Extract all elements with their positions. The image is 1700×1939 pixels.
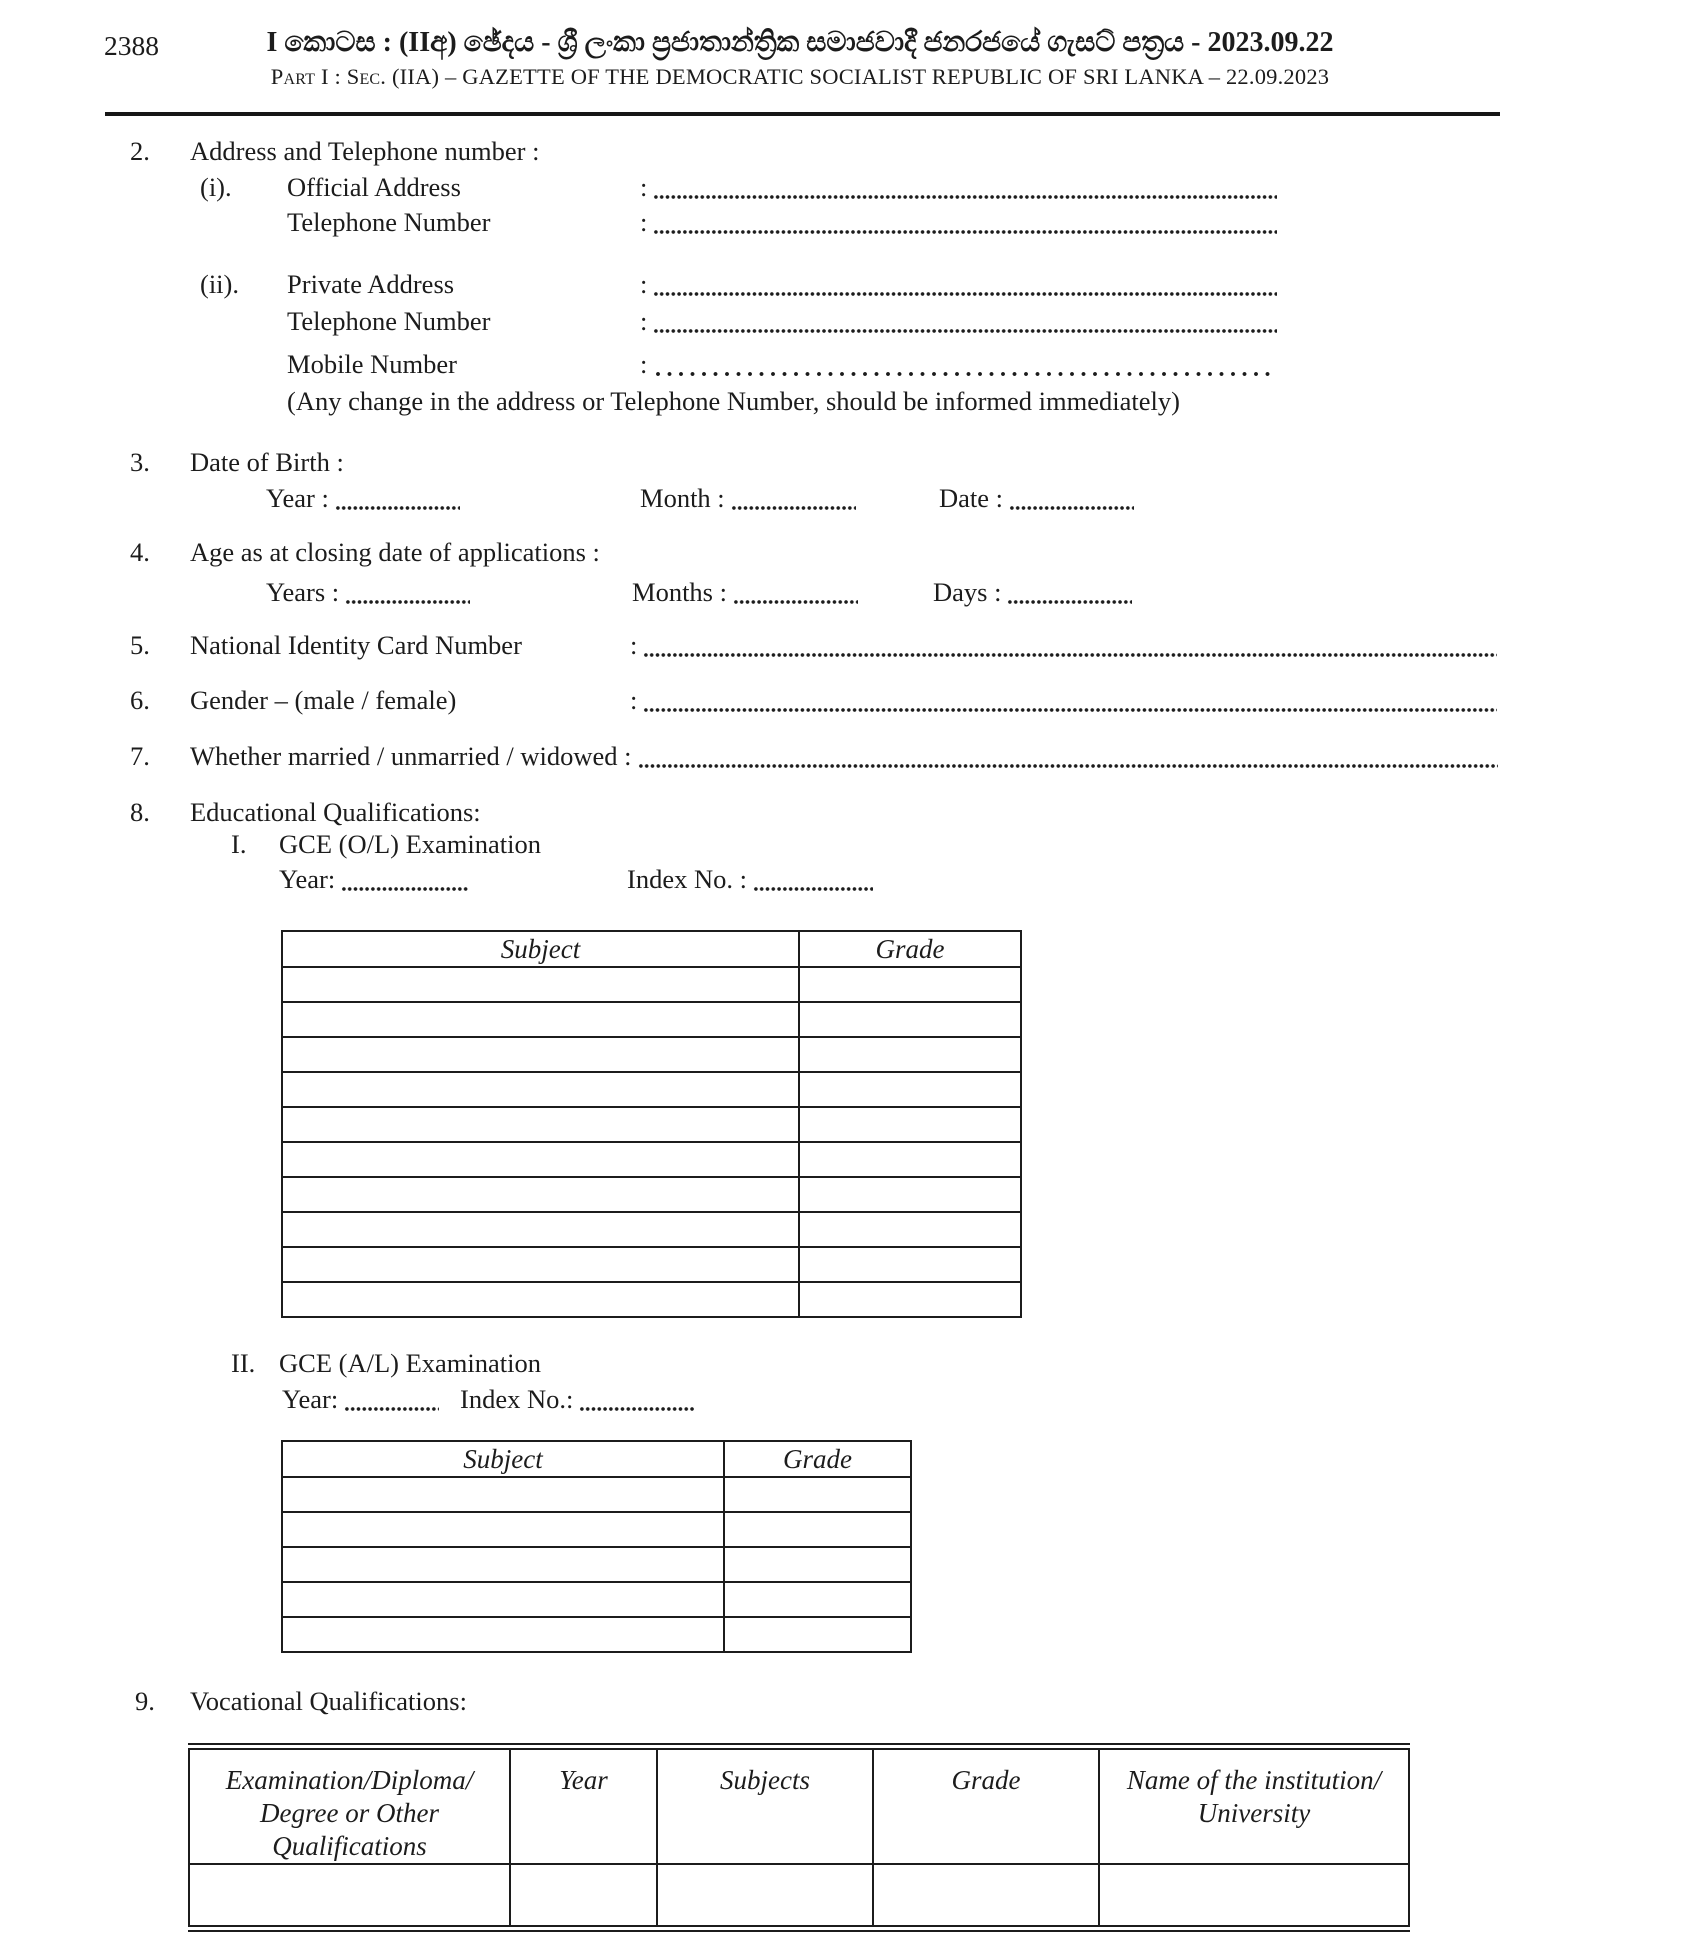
item-6-number: 6. <box>130 685 150 715</box>
empty-table-cell <box>282 1107 799 1142</box>
vocational-institution-column-header: Name of the institution/ University <box>1099 1747 1409 1865</box>
age-months-fill-line <box>733 587 858 607</box>
empty-table-row <box>189 1864 1409 1928</box>
empty-table-cell <box>282 1002 799 1037</box>
empty-table-cell <box>799 1002 1021 1037</box>
nic-label: National Identity Card Number <box>190 630 522 660</box>
age-years-fill-line <box>345 587 470 607</box>
empty-table-row <box>282 1477 911 1512</box>
private-telephone-row <box>287 306 1277 336</box>
ol-exam-numeral: I. <box>231 829 247 859</box>
official-telephone-fill-line <box>653 217 1277 237</box>
al-subject-column-header: Subject <box>282 1441 724 1477</box>
empty-table-cell <box>282 1547 724 1582</box>
official-address-fill-line <box>653 182 1277 202</box>
item-4-heading <box>130 537 600 567</box>
mobile-number-colon: : <box>640 349 648 379</box>
ol-index-label: Index No. : <box>627 864 747 894</box>
empty-table-cell <box>282 1282 799 1317</box>
empty-table-cell <box>1099 1864 1409 1928</box>
nic-colon: : <box>630 630 638 660</box>
mobile-number-label: Mobile Number <box>287 349 458 379</box>
vocational-qualification-column-header: Examination/Diploma/ Degree or Other Qualifications <box>189 1747 510 1865</box>
mobile-number-fill-line <box>653 359 1277 379</box>
empty-table-cell <box>799 1037 1021 1072</box>
ol-grade-column-header: Grade <box>799 931 1021 967</box>
page-number: 2388 <box>104 30 159 61</box>
age-years-label: Years : <box>266 577 340 607</box>
vocational-table <box>188 1743 1410 1932</box>
empty-table-row <box>282 1107 1021 1142</box>
dob-date-field <box>939 483 1134 513</box>
dob-date-fill-line <box>1009 493 1134 513</box>
gazette-title-rest: – GAZETTE OF THE DEMOCRATIC SOCIALIST REPUBLIC OF SRI LANKA – 22.09.2023 <box>439 64 1330 89</box>
al-year-field <box>282 1384 439 1414</box>
item-7-number: 7. <box>130 741 150 771</box>
header-rule <box>105 112 1500 116</box>
empty-table-row <box>282 1177 1021 1212</box>
dob-year-field <box>266 483 460 513</box>
empty-table-cell <box>282 1617 724 1652</box>
item-4-title: Age as at closing date of applications : <box>190 537 600 567</box>
age-days-label: Days : <box>933 577 1002 607</box>
al-results-table <box>281 1440 912 1653</box>
gazette-sinhala-title: I කොටස : (IIඅ) ඡේදය - ශ්‍රී ලංකා ප්‍රජාතාන්ත්‍රික සමාජවාදී ජනරජයේ ගැසට් පත්‍රය - 2023.09.22 <box>266 27 1334 58</box>
empty-table-row <box>282 1142 1021 1177</box>
empty-table-row <box>282 1037 1021 1072</box>
empty-table-cell <box>724 1617 911 1652</box>
ol-results-table <box>281 930 1022 1318</box>
ol-exam-title: GCE (O/L) Examination <box>279 829 541 859</box>
private-address-colon: : <box>640 269 648 299</box>
age-days-fill-line <box>1007 587 1132 607</box>
age-months-label: Months : <box>632 577 727 607</box>
empty-table-cell <box>799 1212 1021 1247</box>
private-telephone-label: Telephone Number <box>287 306 491 336</box>
empty-table-cell <box>282 1177 799 1212</box>
empty-table-row <box>282 1002 1021 1037</box>
age-years-field <box>266 577 470 607</box>
vocational-grade-column-header: Grade <box>873 1747 1099 1865</box>
official-address-row <box>200 172 1277 202</box>
ol-exam-heading <box>231 829 541 859</box>
empty-table-cell <box>724 1582 911 1617</box>
empty-table-cell <box>724 1512 911 1547</box>
item-8-title: Educational Qualifications: <box>190 797 481 827</box>
item-8-heading <box>130 797 481 827</box>
empty-table-cell <box>799 1247 1021 1282</box>
empty-table-cell <box>510 1864 657 1928</box>
empty-table-cell <box>189 1864 510 1928</box>
empty-table-cell <box>799 967 1021 1002</box>
empty-table-cell <box>282 1072 799 1107</box>
gazette-part-section: Part I : Sec. (IIA) <box>270 64 440 89</box>
vocational-subjects-column-header: Subjects <box>657 1747 873 1865</box>
empty-table-cell <box>799 1177 1021 1212</box>
empty-table-row <box>282 1247 1021 1282</box>
empty-table-cell <box>799 1107 1021 1142</box>
item-3-title: Date of Birth : <box>190 447 344 477</box>
empty-table-cell <box>724 1547 911 1582</box>
ol-table-header-row <box>282 931 1021 967</box>
empty-table-row <box>282 1617 911 1652</box>
empty-table-cell <box>799 1072 1021 1107</box>
al-exam-heading <box>231 1348 541 1378</box>
vocational-year-column-header: Year <box>510 1747 657 1865</box>
empty-table-row <box>282 1547 911 1582</box>
item-2-heading <box>130 136 539 166</box>
gazette-english-title <box>100 63 1500 91</box>
ol-year-fill-line <box>341 874 469 894</box>
empty-table-cell <box>657 1864 873 1928</box>
ol-index-field <box>627 864 873 894</box>
item-3-number: 3. <box>130 447 150 477</box>
al-table-header-row <box>282 1441 911 1477</box>
al-index-field <box>460 1384 694 1414</box>
al-index-fill-line <box>579 1394 694 1414</box>
marital-fill-line <box>638 751 1498 771</box>
nic-row <box>130 630 1497 660</box>
age-months-field <box>632 577 858 607</box>
empty-table-row <box>282 1072 1021 1107</box>
private-address-row <box>200 269 1277 299</box>
al-grade-column-header: Grade <box>724 1441 911 1477</box>
empty-table-cell <box>799 1282 1021 1317</box>
item-4-number: 4. <box>130 537 150 567</box>
mobile-number-row <box>287 349 1277 379</box>
empty-table-row <box>282 1582 911 1617</box>
gender-label: Gender – (male / female) <box>190 685 457 715</box>
empty-table-cell <box>282 1037 799 1072</box>
official-telephone-label: Telephone Number <box>287 207 491 237</box>
private-telephone-colon: : <box>640 306 648 336</box>
age-days-field <box>933 577 1132 607</box>
item-9-heading <box>135 1686 467 1716</box>
private-address-label: Private Address <box>287 269 455 299</box>
al-year-label: Year: <box>282 1384 339 1414</box>
empty-table-cell <box>282 1212 799 1247</box>
gender-fill-line <box>643 695 1497 715</box>
private-telephone-fill-line <box>653 316 1277 336</box>
empty-table-cell <box>282 1477 724 1512</box>
empty-table-cell <box>724 1477 911 1512</box>
item-5-number: 5. <box>130 630 150 660</box>
empty-table-cell <box>282 1142 799 1177</box>
dob-date-label: Date : <box>939 483 1004 513</box>
empty-table-cell <box>873 1864 1099 1928</box>
al-exam-title: GCE (A/L) Examination <box>279 1348 541 1378</box>
marital-row <box>130 741 1498 771</box>
item-2-title: Address and Telephone number : <box>190 136 540 166</box>
official-address-colon: : <box>640 172 648 202</box>
gender-row <box>130 685 1497 715</box>
item-2-number: 2. <box>130 136 150 166</box>
private-address-index: (ii). <box>200 269 239 299</box>
official-address-index: (i). <box>200 172 232 202</box>
private-address-fill-line <box>653 279 1277 299</box>
empty-table-row <box>282 1212 1021 1247</box>
dob-year-label: Year : <box>266 483 329 513</box>
al-year-fill-line <box>344 1394 439 1414</box>
empty-table-cell <box>799 1142 1021 1177</box>
dob-month-label: Month : <box>640 483 725 513</box>
gender-colon: : <box>630 685 638 715</box>
dob-month-fill-line <box>731 493 856 513</box>
empty-table-cell <box>282 1247 799 1282</box>
official-telephone-row <box>287 207 1277 237</box>
dob-year-fill-line <box>335 493 460 513</box>
ol-subject-column-header: Subject <box>282 931 799 967</box>
item-9-number: 9. <box>135 1686 155 1716</box>
empty-table-cell <box>282 1512 724 1547</box>
ol-year-field <box>279 864 469 894</box>
al-exam-numeral: II. <box>231 1348 256 1378</box>
empty-table-row <box>282 967 1021 1002</box>
nic-fill-line <box>643 640 1497 660</box>
ol-index-fill-line <box>753 874 873 894</box>
official-telephone-colon: : <box>640 207 648 237</box>
vocational-table-header-row <box>189 1747 1409 1865</box>
item-8-number: 8. <box>130 797 150 827</box>
item-3-heading <box>130 447 344 477</box>
dob-month-field <box>640 483 856 513</box>
address-change-note: (Any change in the address or Telephone Number, should be informed immediately) <box>287 386 1180 416</box>
marital-label: Whether married / unmarried / widowed : <box>190 741 632 771</box>
empty-table-cell <box>282 967 799 1002</box>
official-address-label: Official Address <box>287 172 461 202</box>
empty-table-row <box>282 1282 1021 1317</box>
empty-table-row <box>282 1512 911 1547</box>
empty-table-cell <box>282 1582 724 1617</box>
al-index-label: Index No.: <box>460 1384 574 1414</box>
ol-year-label: Year: <box>279 864 336 894</box>
item-9-title: Vocational Qualifications: <box>190 1686 467 1716</box>
